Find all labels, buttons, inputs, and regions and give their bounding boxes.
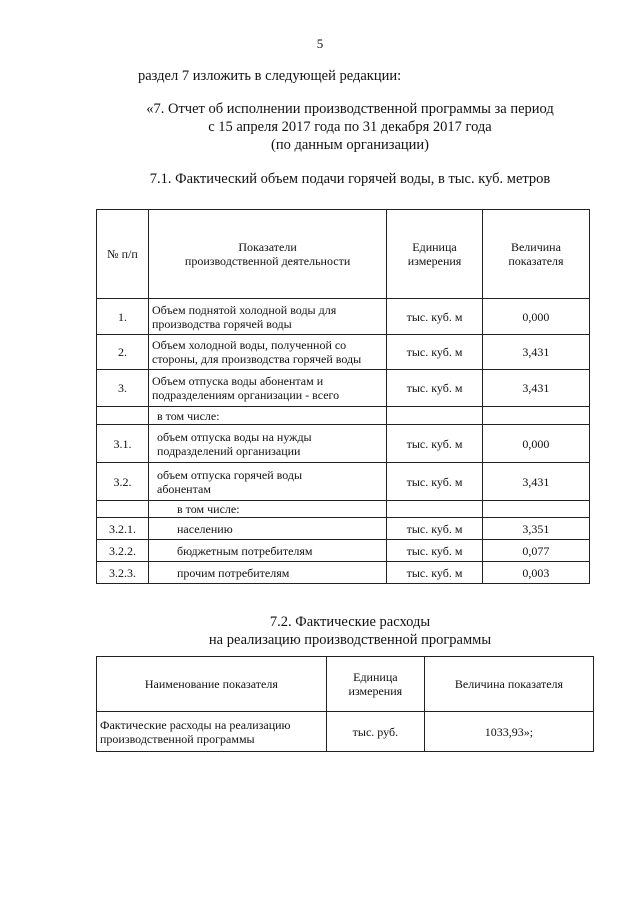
table-row (97, 712, 594, 752)
row-value: 3,351 (482, 518, 589, 540)
section-7-1-title: 7.1. Фактический объем подачи горячей воды, в тыс. куб. метров (149, 171, 551, 187)
section-7-source: (по данным организации) (270, 137, 429, 153)
row-num: 2. (97, 335, 149, 370)
table-row (97, 425, 590, 463)
row-unit: тыс. куб. м (387, 299, 483, 335)
row-name: населению (149, 518, 387, 540)
table-row (97, 518, 590, 540)
table-row (97, 299, 590, 335)
row-value (482, 501, 589, 518)
row-unit: тыс. куб. м (387, 562, 483, 584)
row-value: 1033,93»; (424, 712, 593, 752)
row-num: 1. (97, 299, 149, 335)
section-7-2-title: 7.2. Фактические расходы (269, 614, 431, 630)
table-row (97, 540, 590, 562)
table-row (97, 562, 590, 584)
row-value: 0,077 (482, 540, 589, 562)
row-value: 0,003 (482, 562, 589, 584)
row-name: Объем отпуска воды абонентам и подразделениям организации - всего (149, 370, 387, 407)
row-num: 3.2.2. (97, 540, 149, 562)
row-name: объем отпуска воды на нужды подразделений организации (149, 425, 387, 463)
table-row (97, 407, 590, 425)
table-header-row (97, 210, 590, 299)
table-row (97, 335, 590, 370)
table-row (97, 501, 590, 518)
row-value: 3,431 (482, 335, 589, 370)
row-value: 0,000 (482, 425, 589, 463)
header-unit: Единица измерения (387, 210, 483, 299)
row-unit: тыс. куб. м (387, 463, 483, 501)
row-unit: тыс. руб. (326, 712, 424, 752)
row-name: объем отпуска горячей воды абонентам (149, 463, 387, 501)
row-num (97, 407, 149, 425)
row-value (482, 407, 589, 425)
row-name: в том числе: (149, 501, 387, 518)
row-num: 3.1. (97, 425, 149, 463)
section-7-title: «7. Отчет об исполнении производственной программы за период (146, 101, 554, 117)
row-unit: тыс. куб. м (387, 335, 483, 370)
row-num: 3.2.3. (97, 562, 149, 584)
section-7-heading (60, 100, 640, 154)
header-indicators: Показатели производственной деятельности (149, 210, 387, 299)
header-num: № п/п (97, 210, 149, 299)
header-value: Величина показателя (424, 657, 593, 712)
row-value: 0,000 (482, 299, 589, 335)
page-number: 5 (316, 36, 324, 51)
header-value: Величина показателя (482, 210, 589, 299)
row-unit: тыс. куб. м (387, 518, 483, 540)
water-volume-table (96, 209, 590, 584)
row-num: 3. (97, 370, 149, 407)
row-name: прочим потребителям (149, 562, 387, 584)
row-name: Фактические расходы на реализацию производственной программы (97, 712, 327, 752)
expenses-table (96, 656, 594, 752)
row-num: 3.2.1. (97, 518, 149, 540)
row-value: 3,431 (482, 463, 589, 501)
header-indicator-name: Наименование показателя (97, 657, 327, 712)
table-row (97, 370, 590, 407)
row-unit (387, 501, 483, 518)
row-name: в том числе: (149, 407, 387, 425)
row-unit (387, 407, 483, 425)
row-num (97, 501, 149, 518)
row-value: 3,431 (482, 370, 589, 407)
section-7-2-heading (60, 613, 640, 649)
table-row (97, 463, 590, 501)
row-unit: тыс. куб. м (387, 425, 483, 463)
row-unit: тыс. куб. м (387, 370, 483, 407)
section-7-period: с 15 апреля 2017 года по 31 декабря 2017 года (208, 119, 492, 135)
row-name: бюджетным потребителям (149, 540, 387, 562)
row-name: Объем поднятой холодной воды для производства горячей воды (149, 299, 387, 335)
row-num: 3.2. (97, 463, 149, 501)
section-7-2-subtitle: на реализацию производственной программы (208, 632, 492, 648)
row-unit: тыс. куб. м (387, 540, 483, 562)
intro-text: раздел 7 изложить в следующей редакции: (138, 68, 402, 84)
header-unit: Единица измерения (326, 657, 424, 712)
table-header-row (97, 657, 594, 712)
row-name: Объем холодной воды, полученной со стороны, для производства горячей воды (149, 335, 387, 370)
